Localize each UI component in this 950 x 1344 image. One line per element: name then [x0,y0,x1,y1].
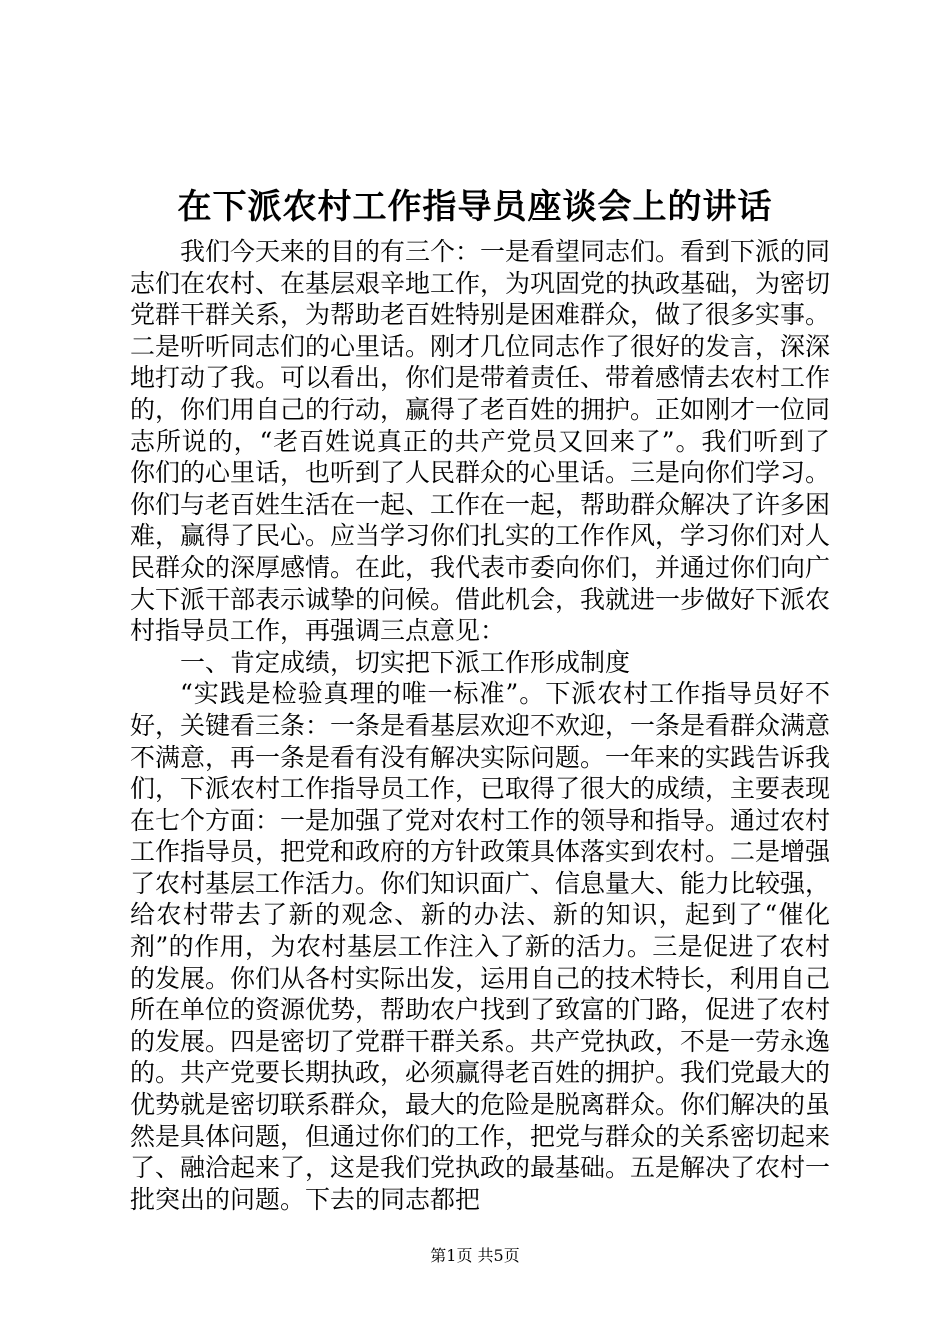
page-footer: 第1页 共5页 [430,1246,520,1265]
document-body [130,236,830,1215]
document-title: 在下派农村工作指导员座谈会上的讲话 [177,187,773,227]
paragraph-achievements: “实践是检验真理的唯一标准”。下派农村工作指导员好不好，关键看三条：一条是看基层欢迎不欢迎，一条是看群众满意不满意，再一条是看有没有解决实际问题。一年来的实践告诉我们，下派农村工作指导员工作，已取得了很大的成绩，主要表现在七个方面：一是加强了党对农村工作的领导和指导。通过农村工作指导员，把党和政府的方针政策具体落实到农村。二是增强了农村基层工作活力。你们知识面广、信息量大、能力比较强，给农村带去了新的观念、新的办法、新的知识，起到了“催化剂”的作用，为农村基层工作注入了新的活力。三是促进了农村的发展。你们从各村实际出发，运用自己的技术特长，利用自己所在单位的资源优势，帮助农户找到了致富的门路，促进了农村的发展。四是密切了党群干群关系。共产党执政，不是一劳永逸的。共产党要长期执政，必须赢得老百姓的拥护。我们党最大的优势就是密切联系群众，最大的危险是脱离群众。你们解决的虽然是具体问题，但通过你们的工作，把党与群众的关系密切起来了、融洽起来了，这是我们党执政的最基础。五是解决了农村一批突出的问题。下去的同志都把 [130,679,831,1214]
section-heading-1: 一、肯定成绩，切实把下派工作形成制度 [180,647,631,677]
paragraph-intro: 我们今天来的目的有三个：一是看望同志们。看到下派的同志们在农村、在基层艰辛地工作，为巩固党的执政基础，为密切党群干群关系，为帮助老百姓特别是困难群众，做了很多实事。二是听听同志们的心里话。刚才几位同志作了很好的发言，深深地打动了我。可以看出，你们是带着责任、带着感情去农村工作的，你们用自己的行动，赢得了老百姓的拥护。正如刚才一位同志所说的，“老百姓说真正的共产党员又回来了”。我们听到了你们的心里话，也听到了人民群众的心里话。三是向你们学习。你们与老百姓生活在一起、工作在一起，帮助群众解决了许多困难，赢得了民心。应当学习你们扎实的工作作风，学习你们对人民群众的深厚感情。在此，我代表市委向你们，并通过你们向广大下派干部表示诚挚的问候。借此机会，我就进一步做好下派农村指导员工作，再强调三点意见： [130,237,831,646]
